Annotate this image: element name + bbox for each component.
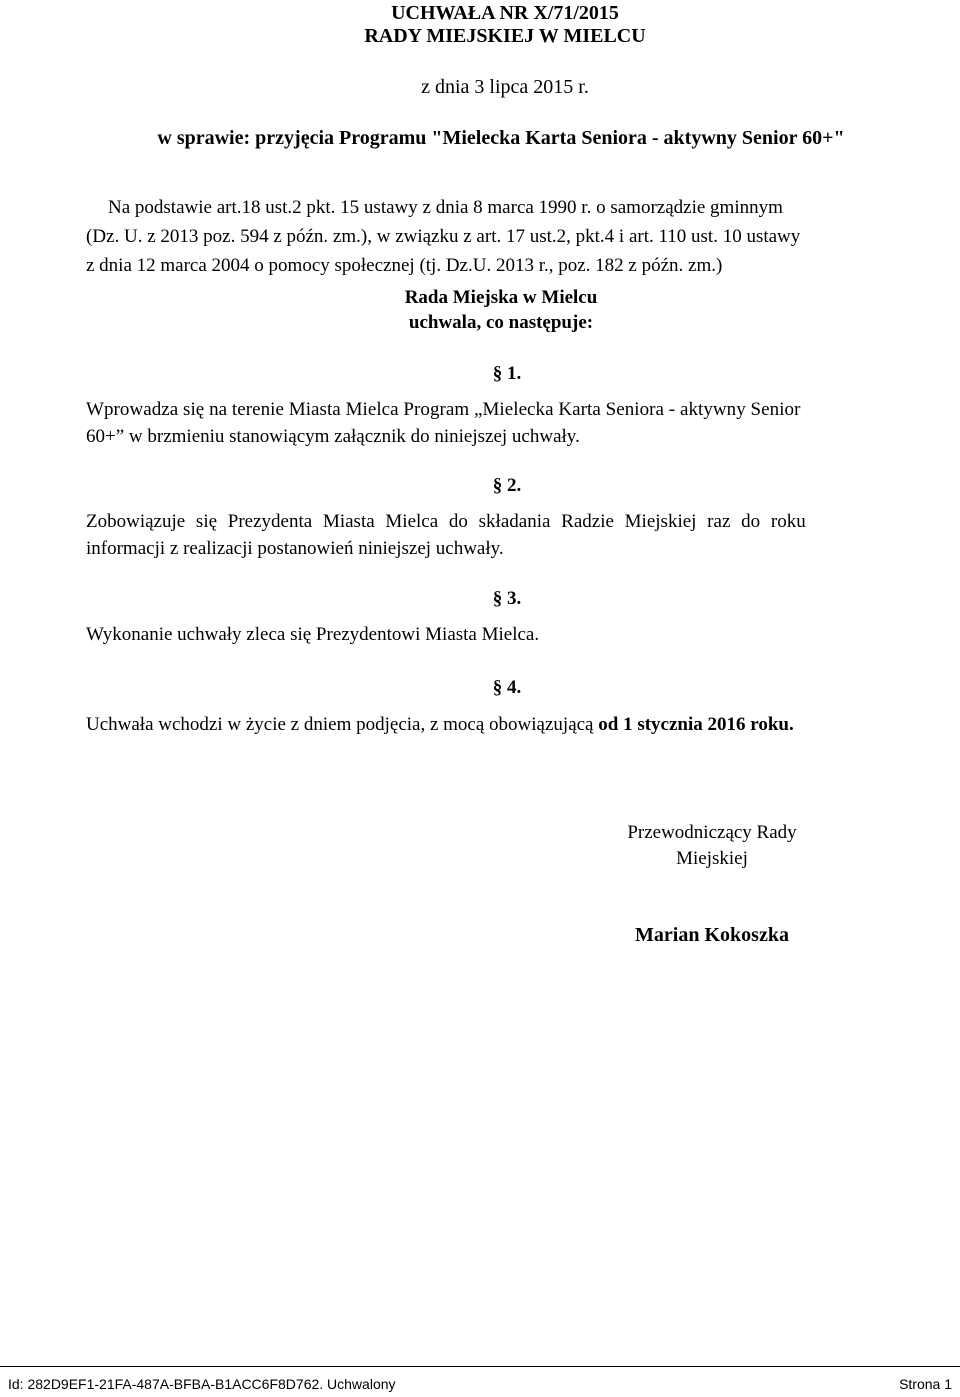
resolution-subject: w sprawie: przyjęcia Programu "Mielecka Karta Seniora - aktywny Senior 60+" bbox=[157, 127, 845, 149]
signatory-name: Marian Kokoszka bbox=[635, 924, 789, 946]
section-1-label: § 1. bbox=[492, 363, 522, 384]
document-id: Id: 282D9EF1-21FA-487A-BFBA-B1ACC6F8D762. Uchwalony bbox=[8, 1376, 396, 1392]
section-1-text bbox=[86, 396, 922, 450]
signatory-role: Przewodniczący Rady bbox=[627, 822, 797, 843]
section-2-line: informacji z realizacji postanowień niniejszej uchwały. bbox=[86, 538, 504, 559]
resolution-date: z dnia 3 lipca 2015 r. bbox=[421, 76, 589, 98]
legal-basis-line: Na podstawie art.18 ust.2 pkt. 15 ustawy z dnia 8 marca 1990 r. o samorządzie gminnym bbox=[108, 197, 783, 218]
section-2-line: Zobowiązuje się Prezydenta Miasta Mielca do składania Radzie Miejskiej raz do roku bbox=[86, 511, 806, 532]
section-4-effective-date: od 1 stycznia 2016 roku. bbox=[598, 714, 794, 735]
council-title: RADY MIEJSKIEJ W MIELCU bbox=[364, 25, 646, 47]
section-3-label: § 3. bbox=[492, 588, 522, 609]
section-3-text: Wykonanie uchwały zleca się Prezydentowi Miasta Mielca. bbox=[86, 624, 540, 645]
section-2-label: § 2. bbox=[492, 475, 522, 496]
page-number: Strona 1 bbox=[899, 1376, 952, 1392]
section-1-line: Wprowadza się na terenie Miasta Mielca Program „Mielecka Karta Seniora - aktywny Senior bbox=[86, 399, 801, 420]
page-footer bbox=[0, 1366, 960, 1397]
signatory-role-cont: Miejskiej bbox=[676, 848, 748, 869]
council-name: Rada Miejska w Mielcu bbox=[404, 287, 598, 308]
legal-basis-line: (Dz. U. z 2013 poz. 594 z późn. zm.), w związku z art. 17 ust.2, pkt.4 i art. 110 ust. 10 ustawy bbox=[86, 226, 801, 247]
section-1-line: 60+” w brzmieniu stanowiącym załącznik do niniejszej uchwały. bbox=[86, 426, 580, 447]
section-4-text-regular: Uchwała wchodzi w życie z dniem podjęcia, z mocą obowiązującą bbox=[86, 714, 599, 735]
resolution-title: UCHWAŁA NR X/71/2015 bbox=[391, 2, 619, 24]
legal-basis bbox=[86, 193, 926, 280]
section-2-text bbox=[86, 508, 922, 562]
enacting-clause: uchwala, co następuje: bbox=[408, 312, 594, 333]
section-4-text bbox=[86, 711, 922, 738]
legal-basis-line: z dnia 12 marca 2004 o pomocy społecznej (tj. Dz.U. 2013 r., poz. 182 z późn. zm.) bbox=[86, 255, 723, 276]
section-4-label: § 4. bbox=[492, 677, 522, 698]
